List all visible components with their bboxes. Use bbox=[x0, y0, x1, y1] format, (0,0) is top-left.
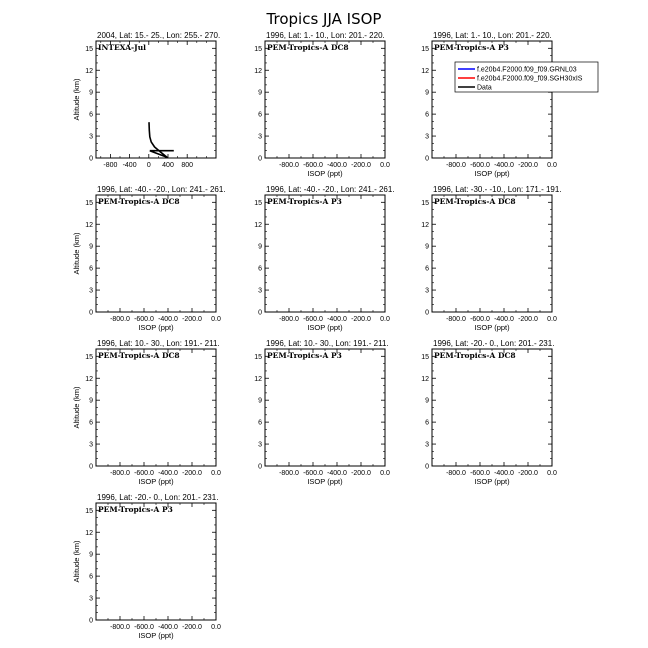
legend-entry: f.e20b4.F2000.f09_f09.SGH30xIS bbox=[477, 75, 583, 83]
x-axis-label: ISOP (ppt) bbox=[474, 169, 510, 178]
panel-header: 1996, Lat: -40.- -20., Lon: 241.- 261. bbox=[266, 185, 395, 194]
plot-frame bbox=[432, 349, 552, 466]
x-tick-label: -400.0 bbox=[158, 624, 178, 631]
inset-label: PEM-Tropics-A DC8 bbox=[267, 43, 349, 52]
x-tick-label: -200.0 bbox=[518, 316, 538, 323]
x-tick-label: -400.0 bbox=[494, 470, 514, 477]
y-tick-label: 9 bbox=[258, 243, 262, 251]
y-tick-label: 9 bbox=[425, 397, 429, 405]
y-tick-label: 0 bbox=[425, 155, 429, 163]
x-tick-label: -200.0 bbox=[351, 316, 371, 323]
x-tick-label: -600.0 bbox=[134, 316, 154, 323]
panel-header: 1996, Lat: -20.- 0., Lon: 201.- 231. bbox=[97, 493, 219, 502]
panel-header: 1996, Lat: 1.- 10., Lon: 201.- 220. bbox=[266, 31, 385, 40]
inset-label: PEM-Tropics-A DC8 bbox=[434, 197, 516, 206]
inset-label: PEM-Tropics-A DC8 bbox=[98, 351, 180, 360]
y-tick-label: 3 bbox=[89, 287, 93, 295]
figure-title: Tropics JJA ISOP bbox=[266, 10, 382, 28]
x-tick-label: -800.0 bbox=[110, 624, 130, 631]
y-axis-label: Altitude (km) bbox=[72, 78, 81, 121]
panel-9 bbox=[421, 339, 557, 486]
y-tick-label: 6 bbox=[89, 573, 93, 581]
inset-label: PEM-Tropics-A P3 bbox=[98, 505, 173, 514]
x-axis-label: ISOP (ppt) bbox=[307, 169, 343, 178]
y-tick-label: 9 bbox=[258, 89, 262, 97]
inset-label: PEM-Tropics-A P3 bbox=[267, 197, 342, 206]
y-tick-label: 12 bbox=[421, 67, 429, 75]
panel-4 bbox=[72, 185, 226, 332]
panel-header: 1996, Lat: 10.- 30., Lon: 191.- 211. bbox=[266, 339, 389, 348]
y-tick-label: 15 bbox=[85, 507, 93, 515]
y-tick-label: 6 bbox=[425, 111, 429, 119]
y-tick-label: 3 bbox=[425, 441, 429, 449]
plot-frame bbox=[432, 41, 552, 158]
x-axis-label: ISOP (ppt) bbox=[474, 477, 510, 486]
y-tick-label: 12 bbox=[85, 375, 93, 383]
x-tick-label: -200.0 bbox=[182, 624, 202, 631]
x-tick-label: -600.0 bbox=[303, 316, 323, 323]
panel-6 bbox=[421, 185, 561, 332]
x-tick-label: -800 bbox=[103, 162, 118, 169]
x-tick-label: -600.0 bbox=[303, 162, 323, 169]
series-line-1 bbox=[149, 122, 167, 157]
y-tick-label: 6 bbox=[258, 265, 262, 273]
x-axis-label: ISOP (ppt) bbox=[138, 323, 174, 332]
x-tick-label: -600.0 bbox=[470, 162, 490, 169]
y-tick-label: 12 bbox=[85, 221, 93, 229]
inset-label: PEM-Tropics-A P3 bbox=[267, 351, 342, 360]
x-tick-label: -200.0 bbox=[351, 162, 371, 169]
y-tick-label: 0 bbox=[425, 463, 429, 471]
y-tick-label: 15 bbox=[421, 199, 429, 207]
x-tick-label: -400.0 bbox=[327, 316, 347, 323]
x-tick-label: 800 bbox=[181, 162, 194, 169]
y-tick-label: 12 bbox=[254, 375, 262, 383]
y-tick-label: 3 bbox=[425, 287, 429, 295]
legend bbox=[455, 62, 598, 92]
panel-header: 2004, Lat: 15.- 25., Lon: 255.- 270. bbox=[97, 31, 221, 40]
y-axis-label: Altitude (km) bbox=[72, 232, 81, 275]
x-tick-label: -400.0 bbox=[494, 162, 514, 169]
x-tick-label: -400.0 bbox=[158, 470, 178, 477]
x-tick-label: -800.0 bbox=[446, 470, 466, 477]
y-axis-label: Altitude (km) bbox=[72, 540, 81, 583]
y-tick-label: 15 bbox=[254, 45, 262, 53]
y-tick-label: 15 bbox=[254, 353, 262, 361]
panel-header: 1996, Lat: -40.- -20., Lon: 241.- 261. bbox=[97, 185, 226, 194]
inset-label: INTEXA-Jul bbox=[98, 43, 146, 52]
x-tick-label: -200.0 bbox=[182, 316, 202, 323]
panel-8 bbox=[254, 339, 390, 486]
y-tick-label: 12 bbox=[85, 67, 93, 75]
y-tick-label: 0 bbox=[89, 155, 93, 163]
y-tick-label: 15 bbox=[254, 199, 262, 207]
legend-entry: f.e20b4.F2000.f09_f09.GRNL03 bbox=[477, 66, 577, 74]
plot-frame bbox=[96, 349, 216, 466]
plot-frame bbox=[432, 195, 552, 312]
panel-header: 1996, Lat: -30.- -10., Lon: 171.- 191. bbox=[433, 185, 562, 194]
x-tick-label: -800.0 bbox=[446, 316, 466, 323]
y-tick-label: 3 bbox=[258, 133, 262, 141]
y-tick-label: 0 bbox=[89, 309, 93, 317]
y-tick-label: 9 bbox=[425, 89, 429, 97]
plot-frame bbox=[96, 195, 216, 312]
x-tick-label: -800.0 bbox=[279, 470, 299, 477]
x-tick-label: -600.0 bbox=[470, 316, 490, 323]
panel-2 bbox=[254, 31, 390, 178]
y-tick-label: 3 bbox=[425, 133, 429, 141]
y-tick-label: 3 bbox=[258, 287, 262, 295]
x-tick-label: -600.0 bbox=[303, 470, 323, 477]
y-tick-label: 15 bbox=[421, 353, 429, 361]
x-tick-label: -200.0 bbox=[351, 470, 371, 477]
x-tick-label: -800.0 bbox=[110, 470, 130, 477]
y-tick-label: 6 bbox=[425, 419, 429, 427]
x-axis-label: ISOP (ppt) bbox=[138, 477, 174, 486]
y-tick-label: 15 bbox=[85, 199, 93, 207]
y-tick-label: 12 bbox=[85, 529, 93, 537]
x-axis-label: ISOP (ppt) bbox=[138, 631, 174, 640]
panel-10 bbox=[72, 493, 221, 640]
y-tick-label: 0 bbox=[425, 309, 429, 317]
y-tick-label: 9 bbox=[89, 551, 93, 559]
panels bbox=[72, 31, 598, 640]
panel-header: 1996, Lat: 1.- 10., Lon: 201.- 220. bbox=[433, 31, 552, 40]
x-tick-label: 0.0 bbox=[547, 316, 557, 323]
plot-frame bbox=[96, 503, 216, 620]
panel-header: 1996, Lat: 10.- 30., Lon: 191.- 211. bbox=[97, 339, 220, 348]
y-tick-label: 3 bbox=[89, 595, 93, 603]
x-tick-label: -800.0 bbox=[446, 162, 466, 169]
y-tick-label: 12 bbox=[421, 221, 429, 229]
panel-3 bbox=[421, 31, 557, 178]
y-tick-label: 15 bbox=[421, 45, 429, 53]
y-tick-label: 3 bbox=[258, 441, 262, 449]
y-tick-label: 6 bbox=[425, 265, 429, 273]
x-tick-label: 0.0 bbox=[211, 624, 221, 631]
panel-7 bbox=[72, 339, 221, 486]
y-tick-label: 15 bbox=[85, 45, 93, 53]
x-tick-label: -400.0 bbox=[327, 470, 347, 477]
plot-frame bbox=[265, 195, 385, 312]
y-tick-label: 12 bbox=[254, 67, 262, 75]
y-tick-label: 0 bbox=[258, 463, 262, 471]
y-tick-label: 6 bbox=[258, 419, 262, 427]
y-tick-label: 12 bbox=[421, 375, 429, 383]
x-axis-label: ISOP (ppt) bbox=[307, 323, 343, 332]
x-tick-label: -200.0 bbox=[518, 470, 538, 477]
x-tick-label: -800.0 bbox=[110, 316, 130, 323]
y-tick-label: 6 bbox=[89, 419, 93, 427]
y-tick-label: 6 bbox=[89, 111, 93, 119]
x-tick-label: 0.0 bbox=[547, 470, 557, 477]
y-tick-label: 12 bbox=[254, 221, 262, 229]
x-tick-label: -400.0 bbox=[494, 316, 514, 323]
y-tick-label: 3 bbox=[89, 441, 93, 449]
x-tick-label: -800.0 bbox=[279, 162, 299, 169]
x-tick-label: 0.0 bbox=[211, 316, 221, 323]
y-tick-label: 9 bbox=[258, 397, 262, 405]
y-tick-label: 15 bbox=[85, 353, 93, 361]
x-tick-label: 0.0 bbox=[380, 316, 390, 323]
y-tick-label: 0 bbox=[258, 309, 262, 317]
y-tick-label: 9 bbox=[89, 243, 93, 251]
inset-label: PEM-Tropics-A DC8 bbox=[434, 351, 516, 360]
y-tick-label: 9 bbox=[89, 397, 93, 405]
panel-5 bbox=[254, 185, 394, 332]
plot-frame bbox=[265, 349, 385, 466]
panel-header: 1996, Lat: -20.- 0., Lon: 201.- 231. bbox=[433, 339, 555, 348]
y-tick-label: 9 bbox=[89, 89, 93, 97]
y-tick-label: 0 bbox=[89, 617, 93, 625]
x-tick-label: 400 bbox=[162, 162, 174, 169]
y-axis-label: Altitude (km) bbox=[72, 386, 81, 429]
inset-label: PEM-Tropics-A DC8 bbox=[98, 197, 180, 206]
y-tick-label: 0 bbox=[89, 463, 93, 471]
legend-entry: Data bbox=[477, 84, 492, 92]
x-tick-label: -400.0 bbox=[158, 316, 178, 323]
x-axis-label: ISOP (ppt) bbox=[474, 323, 510, 332]
x-tick-label: -600.0 bbox=[134, 624, 154, 631]
y-tick-label: 6 bbox=[258, 111, 262, 119]
x-tick-label: -600.0 bbox=[134, 470, 154, 477]
x-tick-label: -800.0 bbox=[279, 316, 299, 323]
y-tick-label: 3 bbox=[89, 133, 93, 141]
inset-label: PEM-Tropics-A P3 bbox=[434, 43, 509, 52]
x-tick-label: -400.0 bbox=[327, 162, 347, 169]
panel-1 bbox=[72, 31, 220, 169]
x-tick-label: 0.0 bbox=[547, 162, 557, 169]
plot-frame bbox=[265, 41, 385, 158]
x-tick-label: 0 bbox=[146, 162, 151, 169]
x-axis-label: ISOP (ppt) bbox=[307, 477, 343, 486]
y-tick-label: 9 bbox=[425, 243, 429, 251]
plot-frame bbox=[96, 41, 216, 158]
y-tick-label: 6 bbox=[89, 265, 93, 273]
x-tick-label: 0.0 bbox=[380, 162, 390, 169]
y-tick-label: 0 bbox=[258, 155, 262, 163]
x-tick-label: -400 bbox=[122, 162, 137, 169]
x-tick-label: 0.0 bbox=[211, 470, 221, 477]
x-tick-label: -200.0 bbox=[518, 162, 538, 169]
x-tick-label: -200.0 bbox=[182, 470, 202, 477]
x-tick-label: -600.0 bbox=[470, 470, 490, 477]
x-tick-label: 0.0 bbox=[380, 470, 390, 477]
